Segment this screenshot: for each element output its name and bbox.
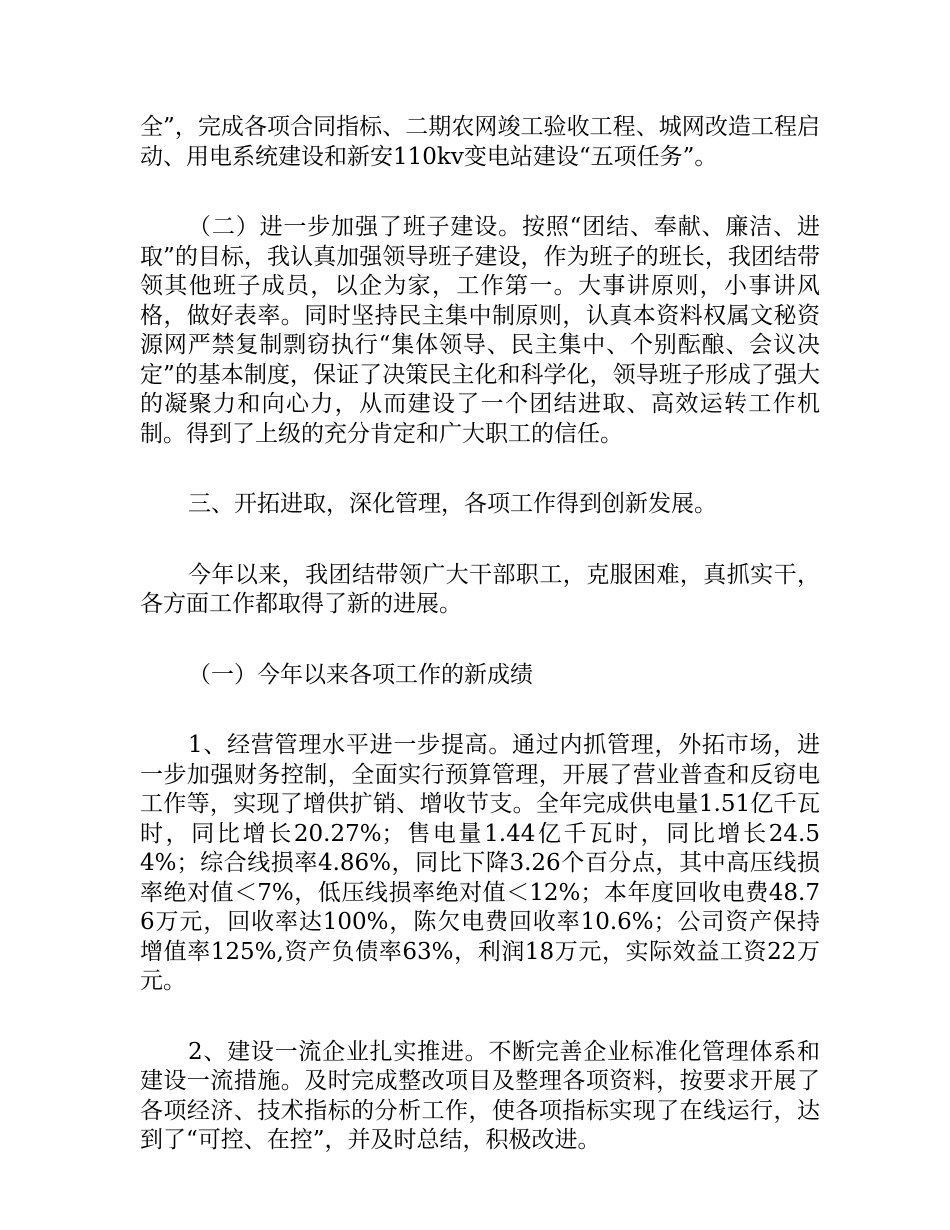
paragraph-gap [140, 690, 820, 731]
paragraph-gap [140, 449, 820, 490]
section-heading-three: 三、开拓进取，深化管理，各项工作得到创新发展。 [188, 491, 717, 517]
paragraph-gap [140, 172, 820, 213]
paragraph-management-level: 1、经营管理水平进一步提高。通过内抓管理，外拓市场，进一步加强财务控制，全面实行预算管理，开展了营业普查和反窃电工作等，实现了增供扩销、增收节支。全年完成供电量1.51亿千瓦时，同比增长20.27%；售电量1.44亿千瓦时，同比增长24.54%；综合线损率4.86%，同比下降3.26个百分点，其中高压线损率绝对值＜7%，低压线损率绝对值＜12%；本年度回收电费48.76万元，回收率达100%，陈欠电费回收率10.6%；公司资产保持增值率125%,资产负债率63%，利润18万元，实际效益工资22万元。 [140, 732, 820, 994]
paragraph-gap [140, 520, 820, 561]
paragraph-gap [140, 997, 820, 1038]
paragraph-this-year: 今年以来，我团结带领广大干部职工，克服困难，真抓实干，各方面工作都取得了新的进展。 [140, 561, 820, 617]
paragraph-team-building: （二）进一步加强了班子建设。按照“团结、奉献、廉洁、进取”的目标，我认真加强领导班子建设，作为班子的班长，我团结带领其他班子成员，以企为家，工作第一。大事讲原则，小事讲风格，做好表率。同时坚持民主集中制原则，认真本资料权属文秘资源网严禁复制剽窃执行“集体领导、民主集中、个别酝酿、会议决定”的基本制度，保证了决策民主化和科学化，领导班子形成了强大的凝聚力和向心力，从而建设了一个团结进取、高效运转工作机制。得到了上级的充分肯定和广大职工的信任。 [140, 214, 820, 447]
paragraph-gap [140, 620, 820, 661]
paragraph-first-class-enterprise: 2、建设一流企业扎实推进。不断完善企业标准化管理体系和建设一流措施。及时完成整改项目及整理各项资料，按要求开展了各项经济、技术指标的分析工作，使各项指标实现了在线运行，达到了“可控、在控”，并及时总结，积极改进。 [140, 1038, 820, 1153]
paragraph-continuation: 全”，完成各项合同指标、二期农网竣工验收工程、城网改造工程启动、用电系统建设和新安110kv变电站建设“五项任务”。 [140, 114, 820, 170]
document-page [140, 113, 820, 1156]
subheading-new-achievements: （一）今年以来各项工作的新成绩 [188, 661, 533, 688]
